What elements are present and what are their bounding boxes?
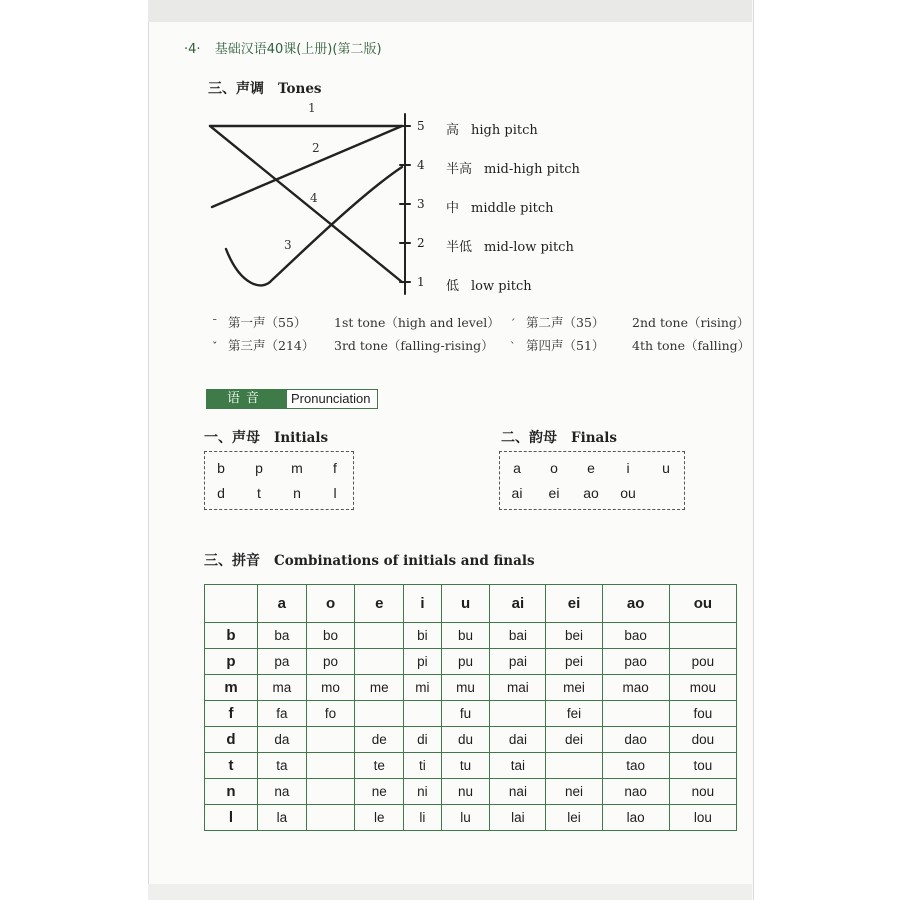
tone-number-1: 1 — [308, 101, 316, 115]
table-row — [205, 623, 737, 649]
syllable-cell: de — [355, 727, 404, 753]
tone-mark-icon: ˋ — [510, 340, 516, 353]
pitch-label-mid-low: 半低 mid-low pitch — [446, 240, 574, 255]
syllable-cell: la — [258, 805, 307, 831]
syllable-cell: mai — [490, 675, 546, 701]
syllable-cell: dai — [490, 727, 546, 753]
syllable-cell: mou — [669, 675, 736, 701]
column-header: i — [404, 585, 442, 623]
syllable-cell: bo — [306, 623, 355, 649]
syllable-cell: pa — [258, 649, 307, 675]
column-header: o — [306, 585, 355, 623]
table-row — [205, 727, 737, 753]
pitch-level-4: 4 — [417, 158, 425, 172]
pitch-label-low: 低 low pitch — [446, 279, 532, 294]
row-header-initial: f — [205, 701, 258, 727]
row-header-initial: m — [205, 675, 258, 701]
initial-letter: d — [217, 485, 225, 501]
syllable-cell: nei — [546, 779, 602, 805]
badge-cn: 语音 — [206, 389, 286, 409]
pitch-level-2: 2 — [417, 236, 425, 250]
column-header: u — [441, 585, 490, 623]
syllable-cell: po — [306, 649, 355, 675]
initial-letter: b — [217, 460, 225, 476]
initial-letter: m — [291, 460, 303, 476]
combinations-heading: 三、拼音 Combinations of initials and finals — [204, 553, 535, 569]
pitch-level-1: 1 — [417, 275, 425, 289]
final-letter: i — [626, 460, 630, 476]
syllable-cell: tou — [669, 753, 736, 779]
tone-2-line — [212, 126, 402, 207]
syllable-cell: bu — [441, 623, 490, 649]
syllable-cell: tai — [490, 753, 546, 779]
syllable-cell: lao — [602, 805, 669, 831]
syllable-cell: nai — [490, 779, 546, 805]
combinations-table — [204, 584, 737, 831]
column-header: e — [355, 585, 404, 623]
tone-number-2: 2 — [312, 141, 320, 155]
syllable-cell: dao — [602, 727, 669, 753]
initial-letter: l — [333, 485, 337, 501]
final-letter: ei — [548, 485, 560, 501]
initial-letter: f — [333, 460, 337, 476]
syllable-cell: pai — [490, 649, 546, 675]
syllable-cell: li — [404, 805, 442, 831]
table-row — [205, 701, 737, 727]
syllable-cell: ne — [355, 779, 404, 805]
tones-heading-cn: 三、声调 — [208, 81, 264, 97]
syllable-cell — [306, 727, 355, 753]
tones-heading-en: Tones — [278, 81, 322, 97]
pitch-label-mid-high: 半高 mid-high pitch — [446, 162, 580, 177]
column-header: ao — [602, 585, 669, 623]
pitch-label-high: 高 high pitch — [446, 123, 538, 138]
syllable-cell: pou — [669, 649, 736, 675]
syllable-cell: pu — [441, 649, 490, 675]
pronunciation-badge — [206, 389, 378, 409]
syllable-cell: fa — [258, 701, 307, 727]
column-header: a — [258, 585, 307, 623]
syllable-cell: na — [258, 779, 307, 805]
tone-legend-1: ˉ 第一声（55） 1st tone（high and level） — [212, 315, 500, 330]
syllable-cell: lei — [546, 805, 602, 831]
syllable-cell — [669, 623, 736, 649]
syllable-cell: ma — [258, 675, 307, 701]
syllable-cell — [355, 649, 404, 675]
syllable-cell: mu — [441, 675, 490, 701]
syllable-cell: fei — [546, 701, 602, 727]
tone-number-3: 3 — [284, 238, 292, 252]
finals-box — [499, 451, 685, 510]
tone-3-curve — [226, 167, 402, 285]
tone-mark-icon: ˇ — [212, 340, 218, 353]
syllable-cell: bai — [490, 623, 546, 649]
syllable-cell — [306, 753, 355, 779]
row-header-initial: d — [205, 727, 258, 753]
initials-box — [204, 451, 354, 510]
table-row — [205, 779, 737, 805]
syllable-cell: nu — [441, 779, 490, 805]
syllable-cell: fu — [441, 701, 490, 727]
pitch-level-3: 3 — [417, 197, 425, 211]
syllable-cell: me — [355, 675, 404, 701]
syllable-cell: lou — [669, 805, 736, 831]
tone-mark-icon: ˊ — [510, 317, 516, 330]
syllable-cell — [602, 701, 669, 727]
row-header-initial: p — [205, 649, 258, 675]
final-letter: e — [587, 460, 595, 476]
syllable-cell: mi — [404, 675, 442, 701]
initial-letter: t — [257, 485, 261, 501]
syllable-cell: fou — [669, 701, 736, 727]
syllable-cell — [355, 701, 404, 727]
syllable-cell: da — [258, 727, 307, 753]
tone-legend-3: ˇ 第三声（214） 3rd tone（falling-rising） — [212, 338, 494, 353]
syllable-cell: tao — [602, 753, 669, 779]
syllable-cell: dou — [669, 727, 736, 753]
syllable-cell: mei — [546, 675, 602, 701]
syllable-cell — [306, 779, 355, 805]
syllable-cell: ta — [258, 753, 307, 779]
row-header-initial: l — [205, 805, 258, 831]
final-letter: ou — [620, 485, 636, 501]
syllable-cell — [306, 805, 355, 831]
initial-letter: p — [255, 460, 263, 476]
syllable-cell: fo — [306, 701, 355, 727]
syllable-cell: bi — [404, 623, 442, 649]
row-header-initial: t — [205, 753, 258, 779]
syllable-cell: lu — [441, 805, 490, 831]
initials-heading: 一、声母 Initials — [204, 430, 329, 446]
corner-cell — [205, 585, 258, 623]
syllable-cell: le — [355, 805, 404, 831]
final-letter: ao — [583, 485, 599, 501]
syllable-cell: du — [441, 727, 490, 753]
initial-letter: n — [293, 485, 301, 501]
syllable-cell: lai — [490, 805, 546, 831]
column-header: ei — [546, 585, 602, 623]
tone-legend-2: ˊ 第二声（35） 2nd tone（rising） — [510, 315, 750, 330]
syllable-cell: nao — [602, 779, 669, 805]
table-row — [205, 753, 737, 779]
syllable-cell: te — [355, 753, 404, 779]
final-letter: u — [662, 460, 670, 476]
syllable-cell: nou — [669, 779, 736, 805]
book-title: 基础汉语40课(上册)(第二版) — [214, 42, 382, 57]
finals-heading: 二、韵母 Finals — [501, 430, 618, 446]
final-letter: a — [513, 460, 521, 476]
syllable-cell — [546, 753, 602, 779]
table-header-row — [205, 585, 737, 623]
final-letter: o — [550, 460, 558, 476]
table-row — [205, 649, 737, 675]
tone-legend-4: ˋ 第四声（51） 4th tone（falling） — [510, 338, 751, 353]
syllable-cell: pei — [546, 649, 602, 675]
tone-number-4: 4 — [310, 191, 318, 205]
final-letter: ai — [511, 485, 523, 501]
badge-en: Pronunciation — [286, 389, 378, 409]
syllable-cell: pi — [404, 649, 442, 675]
syllable-cell: ti — [404, 753, 442, 779]
tone-mark-icon: ˉ — [212, 317, 218, 330]
syllable-cell: di — [404, 727, 442, 753]
column-header: ou — [669, 585, 736, 623]
syllable-cell: bao — [602, 623, 669, 649]
row-header-initial: b — [205, 623, 258, 649]
pitch-label-middle: 中 middle pitch — [446, 201, 554, 216]
syllable-cell: mo — [306, 675, 355, 701]
page-number: ·4· — [184, 42, 201, 57]
syllable-cell: bei — [546, 623, 602, 649]
syllable-cell: tu — [441, 753, 490, 779]
syllable-cell — [490, 701, 546, 727]
tone-4-line — [210, 126, 402, 282]
syllable-cell: ba — [258, 623, 307, 649]
syllable-cell: ni — [404, 779, 442, 805]
table-row — [205, 675, 737, 701]
pitch-level-5: 5 — [417, 119, 425, 133]
table-row — [205, 805, 737, 831]
syllable-cell: dei — [546, 727, 602, 753]
row-header-initial: n — [205, 779, 258, 805]
syllable-cell — [355, 623, 404, 649]
syllable-cell — [404, 701, 442, 727]
syllable-cell: pao — [602, 649, 669, 675]
syllable-cell: mao — [602, 675, 669, 701]
column-header: ai — [490, 585, 546, 623]
